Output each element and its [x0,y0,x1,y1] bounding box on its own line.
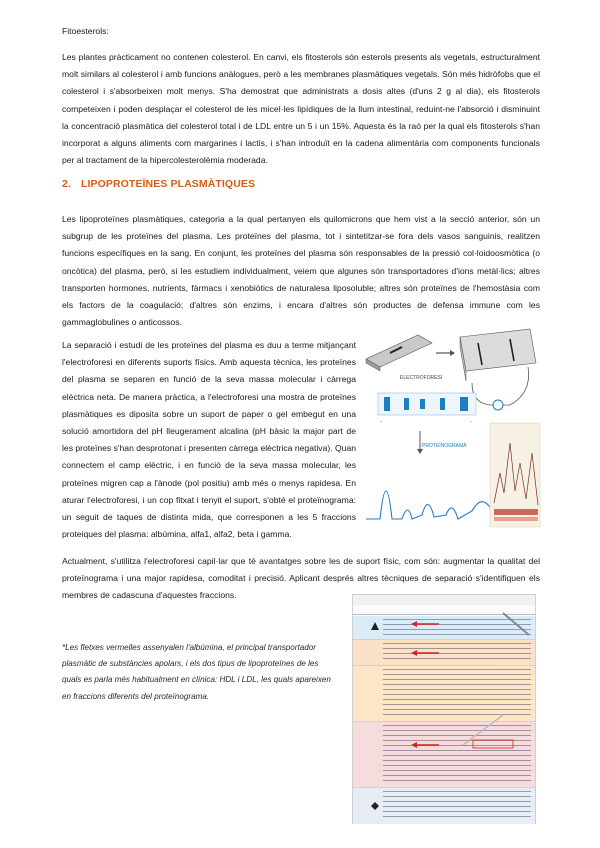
red-arrow-icon [411,621,417,627]
section-heading [62,178,255,190]
heading-number: 2. [62,178,71,190]
footnote: *Les fletxes vermelles assenyalen l'albúmina, el principal transportador plasmàtic de substàncies apolars, i els dos tipus de lipoproteïnes de les quals es parla més habitualment en clínica: HDL i LDL, les quals apareixen en fraccions diferents del proteïnograma. [62,643,331,701]
red-arrow-icon [411,742,417,748]
svg-text:+: + [380,419,383,424]
label-proteinograma: PROTEÏNOGRAMA [422,443,467,449]
heading-title: LIPOPROTEÏNES PLASMÀTIQUES [80,178,256,190]
syringe-icon [503,613,529,635]
arrow-right-icon [450,350,455,356]
proteinogram-curve [366,491,510,519]
paragraph-actualment: Actualment, s'utilitza l'electroforesi capil·lar que té avantatges sobre les de suport físic, com són: augmentar la qualitat del proteïnograma i una major rapidesa, comoditat i precisió. Aplicant després altres tècniques de separació s'identifiquen els membres de cadascuna d'aquestes fraccions. [62,556,540,601]
red-arrows-overlay [353,595,537,825]
electrophoresis-figure [360,323,542,535]
label-electroforesi: ELECTROFORESI [400,375,443,381]
gel-strip-top [366,335,432,367]
svg-text:−: − [470,419,473,424]
section-label: Fitoesterols: [62,26,109,36]
red-arrow-icon [411,650,417,656]
paragraph-lipoproteines: Les lipoproteïnes plasmàtiques, categoria a la qual pertanyen els quilomicrons que hem vist a la secció anterior, són un subgrup de les proteïnes del plasma. Les proteïnes del plasma, tot i sintetitzar-se fora dels vasos sanguinis, realitzen funcions específiques en la sang. En conjunt, les proteïnes del plasma són responsables de la pressió col·loidoosmòtica (o oncòtica) del plasma, però, si les estudiem individualment, veiem que algunes són transportadores d'ions metàl·lics; altres transporten hormones, nutrients, fàrmacs i xenobiòtics de naturalesa liposoluble; altres són proteïnes de l'hemostàsia com els factors de la coagulació; d'altres són enzims, i encara d'altres són productes de defensa immune com les gammaglobulines o anticossos. [62,214,540,328]
plasma-protein-table-image [352,594,536,824]
arrow-down-icon [417,449,423,454]
paragraph-fitoesterols: Les plantes pràcticament no contenen colesterol. En canvi, els fitosterols són esterols presents als vegetals, estructuralment molt similars al colesterol i amb funcions anàlogues, però a les membranes plasmàtiques vegetals. Són més hidròfobs que el colesterol i s'absorbeixen molt menys. S'ha demostrat que administrats a dosis altes (d'uns 2 g al dia), els fitosterols competeixen i poden desplaçar el colesterol de les micel·les lipídiques de la llum intestinal, reduint-ne l'absorció i disminuint la concentració plasmàtica del colesterol total i de LDL entre un 5 i un 15%. Aquesta és la raó per la qual els fitosterols s'han incorporat a alguns aliments com margarines i lactis, i s'han introduït en la cadena alimentària com components funcionals per al tractament de la hipercolesterolèmia moderada. [62,52,540,166]
gel-box [460,329,536,371]
power-source-icon [493,400,503,410]
paragraph-electroforesi: La separació i estudi de les proteïnes del plasma es duu a terme mitjançant l'electroforesi en diferents suports físics. Amb aquesta tècnica, les proteïnes del plasma se separen en funció de la seva massa molecular i càrrega elèctrica neta. De manera pràctica, a l'electroforesi una mostra de proteïnes plasmàtiques es diposita sobre un suport de paper o gel embegut en una solució amortidora del pH lleugerament alcalina (pH bàsic la major part de les proteïnes s'han desprotonat i presenten càrrega elèctrica negativa). Quan connectem el camp elèctric, i en funció de la seva massa molecular, les proteïnes migren cap a l'ànode (pol positiu) amb més o menys rapidesa. En aturar l'electroforesi, i un cop fitxat i tenyit el suport, s'obté el proteïnograma: un seguit de taques de distinta mida, que corresponen a les 5 fraccions proteiques del plasma: albúmina, alfa1, alfa2, beta i gamma. [62,340,357,540]
